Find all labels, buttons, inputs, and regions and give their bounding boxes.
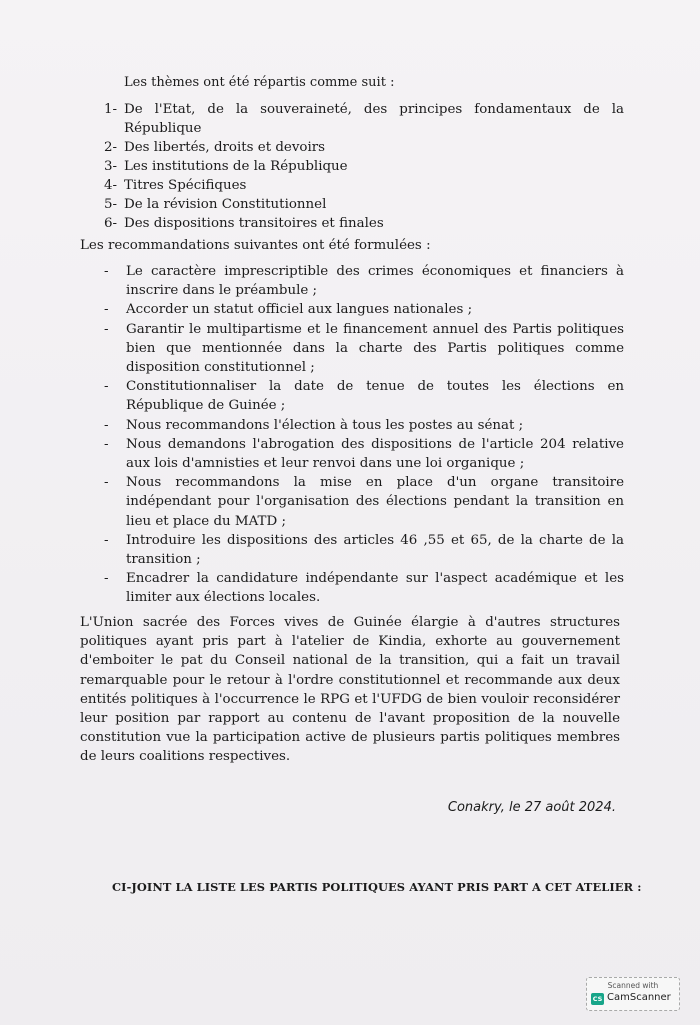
theme-text: De la révision Constitutionnel <box>124 197 327 212</box>
theme-text: Les institutions de la République <box>124 159 348 174</box>
recommendation-item <box>104 320 624 378</box>
recommendation-text: Encadrer la candidature indépendante sur l'aspect académique et les limiter aux élections locales. <box>126 571 624 606</box>
theme-text: Des dispositions transitoires et finales <box>124 216 384 231</box>
theme-number: 5- <box>104 197 118 212</box>
themes-list <box>104 100 624 233</box>
recommendation-item <box>104 262 624 300</box>
recommendation-text: Nous demandons l'abrogation des dispositions de l'article 204 relative aux lois d'amnisties et leur renvoi dans une loi organique ; <box>126 436 624 472</box>
bullet-dash: - <box>104 321 109 337</box>
theme-item <box>104 138 624 157</box>
bullet-dash: - <box>104 302 109 318</box>
watermark-brand: CamScanner <box>607 992 671 1003</box>
bullet-dash: - <box>104 436 109 452</box>
watermark-caption: Scanned with <box>607 981 659 990</box>
bullet-dash: - <box>104 379 109 395</box>
theme-number: 1- <box>104 102 118 117</box>
theme-number: 3- <box>104 159 118 174</box>
recommendation-item <box>104 377 624 415</box>
recommendation-item <box>104 473 624 531</box>
theme-item <box>104 157 624 176</box>
theme-item <box>104 176 624 195</box>
recommendation-item <box>104 300 624 319</box>
bullet-dash: - <box>104 532 109 548</box>
recommendation-text: Nous recommandons l'élection à tous les postes au sénat ; <box>126 417 524 433</box>
theme-item <box>104 214 624 233</box>
recommendation-text: Accorder un statut officiel aux langues nationales ; <box>126 302 473 318</box>
recommendations-list <box>104 262 624 608</box>
recommendation-item <box>104 531 624 569</box>
recommendation-item <box>104 435 624 473</box>
theme-text: Des libertés, droits et devoirs <box>124 140 326 155</box>
date-line: Conakry, le 27 août 2024. <box>447 800 616 815</box>
theme-number: 4- <box>104 178 118 193</box>
theme-text: De l'Etat, de la souveraineté, des principes fondamentaux de la République <box>124 102 624 136</box>
annex-heading: CI-JOINT LA LISTE LES PARTIS POLITIQUES AYANT PRIS PART A CET ATELIER : <box>112 880 642 894</box>
recommendation-text: Nous recommandons la mise en place d'un organe transitoire indépendant pour l'organisation des élections pendant la transition en lieu et place du MATD ; <box>126 475 624 529</box>
theme-text: Titres Spécifiques <box>124 178 247 193</box>
camscanner-watermark <box>586 977 680 1011</box>
recommendation-text: Introduire les dispositions des articles 46 ,55 et 65, de la charte de la transition ; <box>126 532 624 568</box>
recommendations-heading: Les recommandations suivantes ont été formulées : <box>80 238 431 253</box>
theme-number: 6- <box>104 216 118 231</box>
closing-paragraph: L'Union sacrée des Forces vives de Guinée élargie à d'autres structures politiques ayant pris part à l'atelier de Kindia, exhorte au gouvernement d'emboiter le pat du Conseil national de la transition, qui a fait un travail remarquable pour le retour à l'ordre constitutionnel et recommande aux deux entités politiques à l'occurrence le RPG et l'UFDG de bien vouloir reconsidérer leur position par rapport au contenu de l'avant proposition de la nouvelle constitution vue la participation active de plusieurs partis politiques membres de leurs coalitions respectives. <box>80 615 620 765</box>
bullet-dash: - <box>104 417 109 433</box>
themes-intro: Les thèmes ont été répartis comme suit : <box>124 75 395 90</box>
bullet-dash: - <box>104 571 109 587</box>
bullet-dash: - <box>104 264 109 279</box>
theme-number: 2- <box>104 140 118 155</box>
camscanner-logo-icon: CS <box>592 995 603 1003</box>
bullet-dash: - <box>104 475 109 491</box>
recommendation-text: Constitutionnaliser la date de tenue de toutes les élections en République de Guinée ; <box>126 379 624 414</box>
recommendation-item <box>104 416 624 435</box>
theme-item <box>104 195 624 214</box>
recommendation-item <box>104 569 624 607</box>
recommendation-text: Le caractère imprescriptible des crimes économiques et financiers à inscrire dans le préambule ; <box>126 264 624 299</box>
recommendation-text: Garantir le multipartisme et le financement annuel des Partis politiques bien que mentionnée dans la charte des Partis politiques comme disposition constitutionnel ; <box>126 321 624 376</box>
theme-item <box>104 100 624 138</box>
